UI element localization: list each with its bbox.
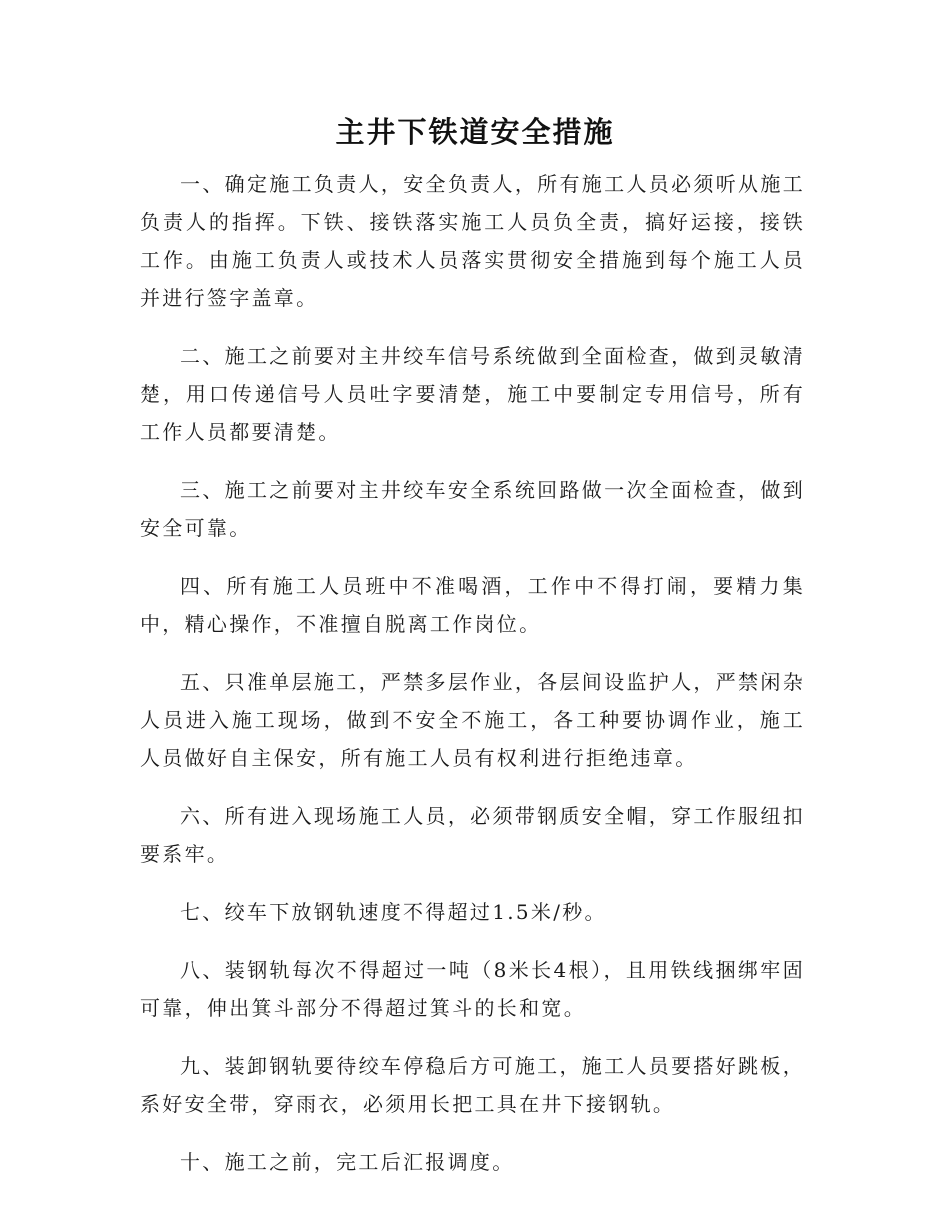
document-body (140, 165, 805, 1201)
paragraph-10: 十、施工之前，完工后汇报调度。 (180, 1150, 515, 1174)
document-title: 主井下铁道安全措施 (335, 115, 615, 149)
paragraph-9: 九、装卸钢轨要待绞车停稳后方可施工，施工人员要搭好跳板，系好安全带，穿雨衣，必须用长把工具在井下接钢轨。 (140, 1054, 805, 1116)
paragraph-4: 四、所有施工人员班中不准喝酒，工作中不得打闹，要精力集中，精心操作，不准擅自脱离工作岗位。 (140, 574, 805, 636)
paragraph-6: 六、所有进入现场施工人员，必须带钢质安全帽，穿工作服纽扣要系牢。 (140, 804, 805, 866)
paragraph-3: 三、施工之前要对主井绞车安全系统回路做一次全面检查，做到安全可靠。 (140, 478, 805, 540)
paragraph-8: 八、装钢轨每次不得超过一吨（8米长4根），且用铁线捆绑牢固可靠，伸出箕斗部分不得超过箕斗的长和宽。 (140, 958, 805, 1020)
paragraph-5: 五、只准单层施工，严禁多层作业，各层间设监护人，严禁闲杂人员进入施工现场，做到不安全不施工，各工种要协调作业，施工人员做好自主保安，所有施工人员有权利进行拒绝违章。 (140, 670, 805, 770)
paragraph-2: 二、施工之前要对主井绞车信号系统做到全面检查，做到灵敏清楚，用口传递信号人员吐字要清楚，施工中要制定专用信号，所有工作人员都要清楚。 (140, 344, 805, 444)
paragraph-7: 七、绞车下放钢轨速度不得超过1.5米/秒。 (180, 900, 607, 924)
paragraph-1: 一、确定施工负责人，安全负责人，所有施工人员必须听从施工负责人的指挥。下铁、接铁落实施工人员负全责，搞好运接，接铁工作。由施工负责人或技术人员落实贯彻安全措施到每个施工人员并进行签字盖章。 (140, 172, 805, 310)
